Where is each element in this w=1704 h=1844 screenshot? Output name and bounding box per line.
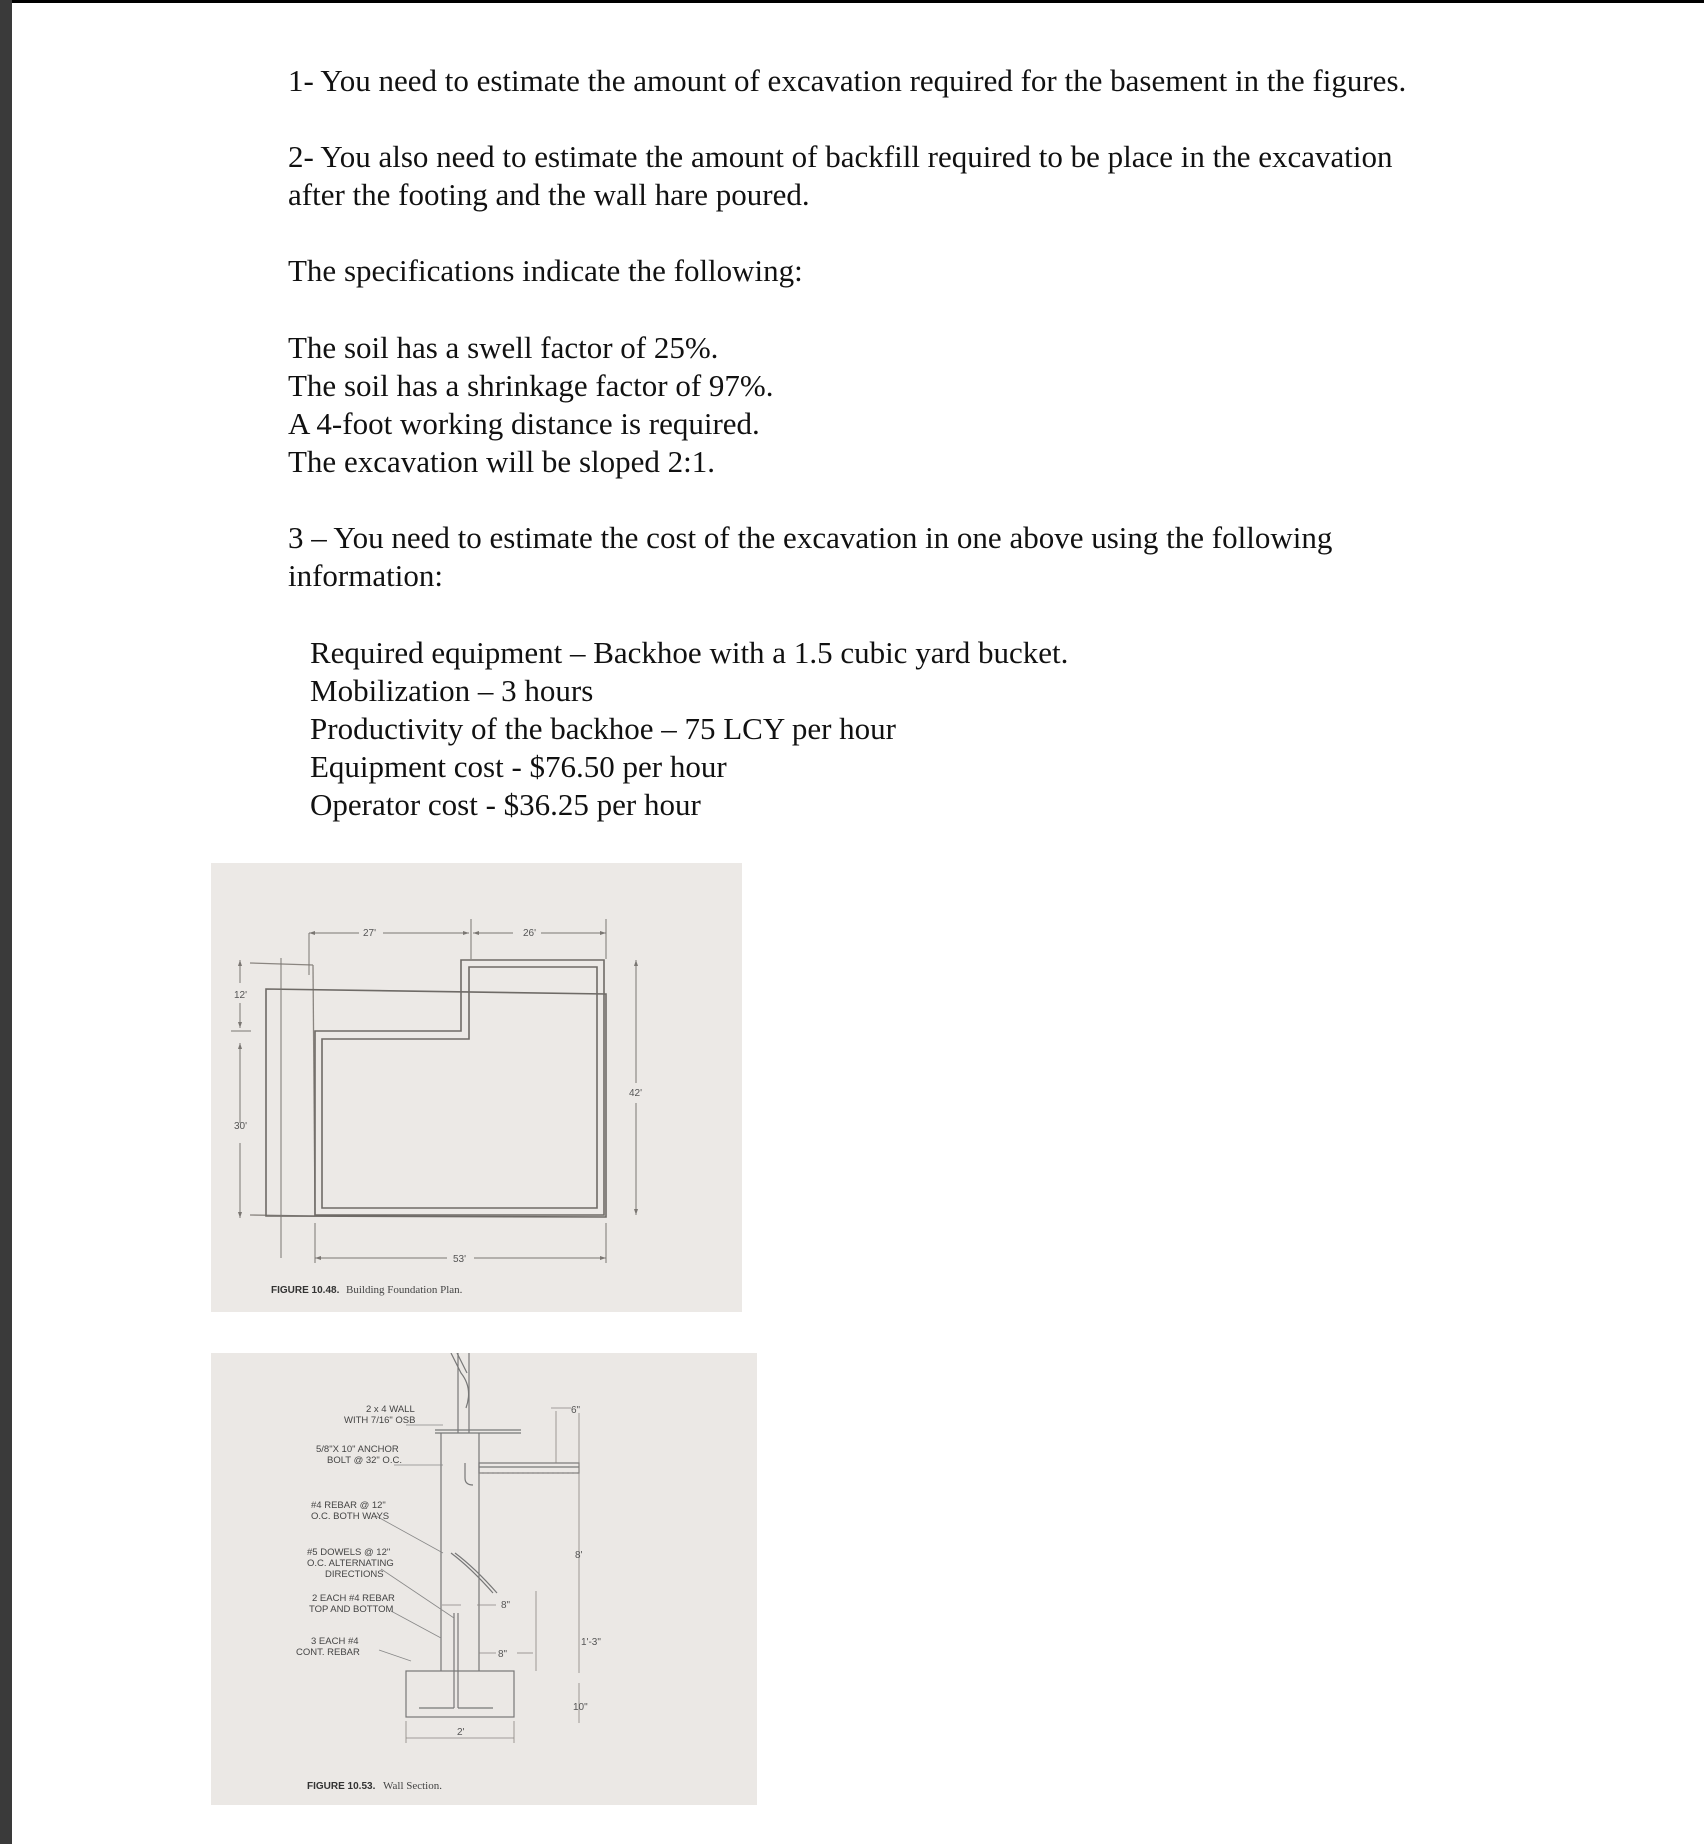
cost-mobilization: Mobilization – 3 hours [310,673,594,708]
label-cont-1: 3 EACH #4 [311,1636,359,1647]
dim-footing-width: 2' [457,1727,465,1738]
dim-footing-height: 10" [573,1702,588,1713]
dim-left-lower: 30' [234,1121,248,1132]
label-dowel-3: DIRECTIONS [325,1569,384,1580]
spec-working-distance: A 4-foot working distance is required. [288,406,760,441]
question-1: 1- You need to estimate the amount of excavation required for the basement in the figures. [288,63,1407,98]
label-anchor-1: 5/8"X 10" ANCHOR [316,1444,399,1455]
window-top-border [0,0,1704,3]
dim-bottom: 53' [453,1254,467,1265]
dim-slab: 6" [571,1405,581,1416]
foundation-plan-figure [211,863,742,1312]
window-left-border [0,0,12,1844]
spec-heading: The specifications indicate the following: [288,253,803,288]
question-3-line-2: information: [288,558,443,593]
foundation-plan-drawing [211,863,742,1312]
dim-footing-depth: 1'-3" [581,1637,601,1648]
dim-top-right: 26' [523,928,537,939]
label-wall-1: 2 x 4 WALL [366,1404,415,1415]
dim-footing-offset: 8" [498,1649,508,1660]
question-2-line-1: 2- You also need to estimate the amount of backfill required to be place in the excavation [288,139,1393,174]
label-anchor-2: BOLT @ 32" O.C. [327,1455,402,1466]
spec-slope: The excavation will be sloped 2:1. [288,444,715,479]
label-dowel-1: #5 DOWELS @ 12" [307,1547,391,1558]
cost-productivity: Productivity of the backhoe – 75 LCY per hour [310,711,897,746]
label-cont-2: CONT. REBAR [296,1647,360,1658]
cost-operator-rate: Operator cost - $36.25 per hour [310,787,701,822]
plan-caption-label: FIGURE 10.48. [271,1285,340,1296]
label-each-2: TOP AND BOTTOM [309,1604,394,1615]
plan-caption-text: Building Foundation Plan. [346,1284,463,1296]
dim-wall-height: 8' [575,1550,583,1561]
label-wall-2: WITH 7/16" OSB [344,1415,416,1426]
question-2-line-2: after the footing and the wall hare poured. [288,177,810,212]
question-3-line-1: 3 – You need to estimate the cost of the excavation in one above using the following [288,520,1333,555]
spec-swell: The soil has a swell factor of 25%. [288,330,719,365]
label-dowel-2: O.C. ALTERNATING [307,1558,394,1569]
wall-section-figure [211,1353,757,1805]
label-each-1: 2 EACH #4 REBAR [312,1593,395,1604]
label-rebar-2: O.C. BOTH WAYS [311,1511,390,1522]
dim-left-upper: 12' [234,990,248,1001]
section-caption-text: Wall Section. [383,1780,442,1792]
cost-equipment: Required equipment – Backhoe with a 1.5 cubic yard bucket. [310,635,1069,670]
wall-section-drawing [211,1353,757,1805]
dim-right: 42' [629,1088,643,1099]
dim-top-left: 27' [363,928,377,939]
label-rebar-1: #4 REBAR @ 12" [311,1500,386,1511]
cost-equipment-rate: Equipment cost - $76.50 per hour [310,749,727,784]
section-caption-label: FIGURE 10.53. [307,1781,376,1792]
spec-shrinkage: The soil has a shrinkage factor of 97%. [288,368,774,403]
dim-wall-thick: 8" [501,1600,511,1611]
